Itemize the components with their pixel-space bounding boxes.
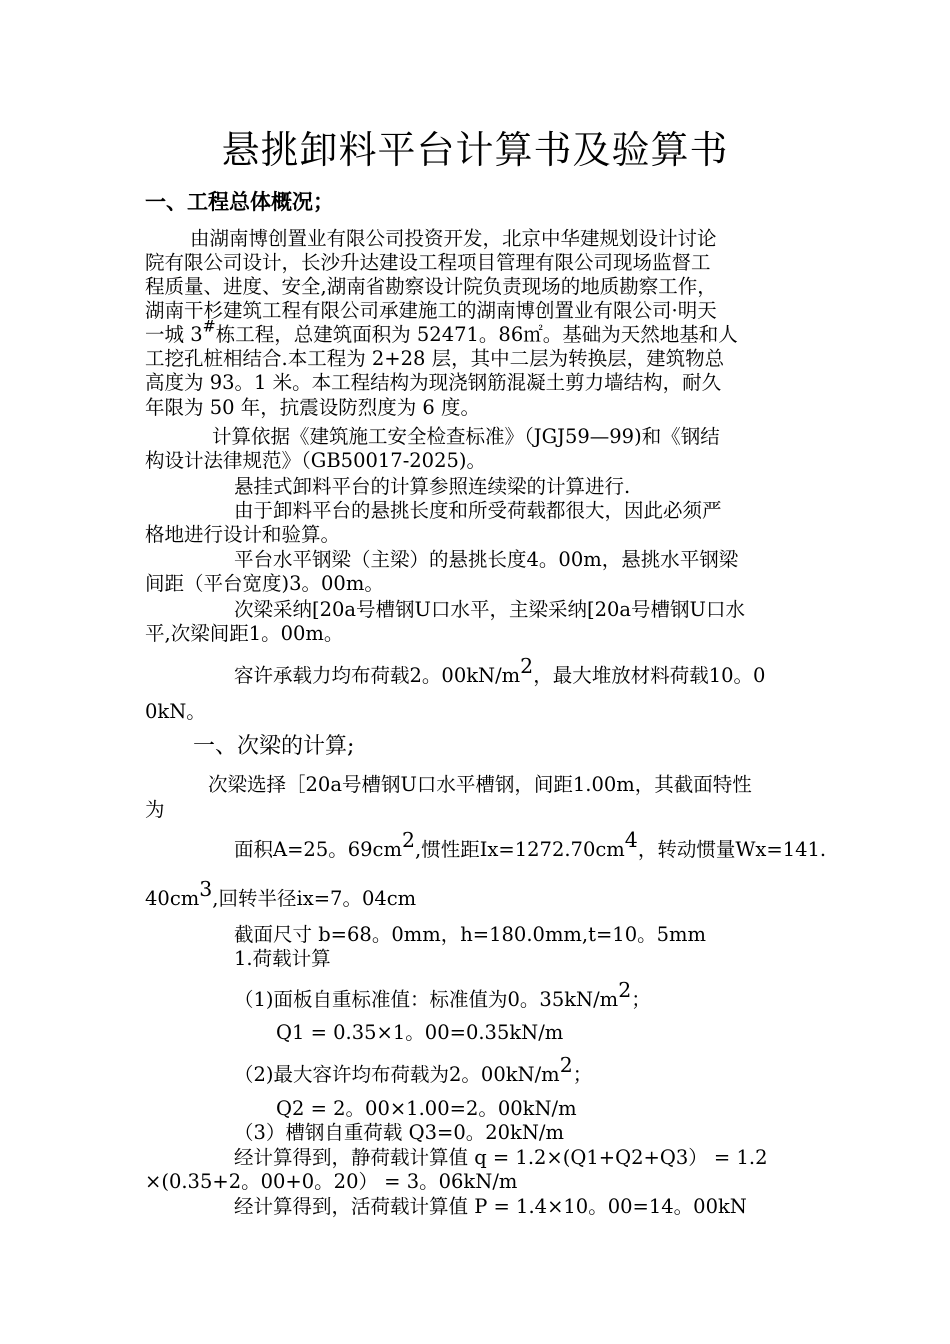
allowable-superscript: 2 xyxy=(520,653,534,678)
method-line: 悬挂式卸料平台的计算参照连续梁的计算进行. xyxy=(234,475,631,498)
load-item-2-text: （2)最大容许均布荷载为2。00kN/m xyxy=(234,1063,560,1086)
section-props-line-2 xyxy=(145,876,417,911)
allowable-text-b: ，最大堆放材料荷载10。0 xyxy=(533,664,766,687)
main-beam-line-2: 间距（平台宽度)3。00m。 xyxy=(145,572,384,595)
intro-line-6: 工挖孔桩相结合.本工程为 2+28 层，其中二层为转换层，建筑物总 xyxy=(145,347,725,370)
section-props-line-1 xyxy=(234,827,827,862)
load-item-3: （3）槽钢自重荷载 Q3=0。20kN/m xyxy=(234,1121,564,1144)
props-inertia-superscript: 4 xyxy=(624,827,638,852)
props-wx-value-text: 40cm xyxy=(145,887,200,910)
basis-line-2: 构设计法律规范》（GB50017-2025)。 xyxy=(145,449,487,472)
props-wx-text: ，转动惯量Wx=141. xyxy=(637,838,827,861)
intro-line-5 xyxy=(145,317,738,347)
intro-line-4: 湖南干杉建筑工程有限公司承建施工的湖南博创置业有限公司·明天 xyxy=(145,299,717,322)
load-item-1-superscript: 2 xyxy=(618,977,632,1002)
props-area-text: 面积A=25。69cm xyxy=(234,838,402,861)
intro-line-5-superscript: # xyxy=(202,317,216,336)
basis-line-1: 计算依据《建筑施工安全检查标准》（JGJ59—99)和《钢结 xyxy=(212,425,720,448)
intro-line-3: 程质量、进度、安全,湖南省勘察设计院负责现场的地质勘察工作， xyxy=(145,275,717,298)
q1-formula: Q1 = 0.35×1。00=0.35kN/m xyxy=(276,1021,564,1044)
section-size-line: 截面尺寸 b=68。0mm，h=180.0mm,t=10。5mm xyxy=(234,923,706,946)
reason-line-1: 由于卸料平台的悬挑长度和所受荷载都很大，因此必须严 xyxy=(234,499,722,522)
load-calc-heading: 1.荷载计算 xyxy=(234,947,331,970)
beams-line-2: 平,次梁间距1。00m。 xyxy=(145,622,344,645)
load-item-1 xyxy=(234,977,651,1012)
intro-line-1: 由湖南博创置业有限公司投资开发，北京中华建规划设计讨论 xyxy=(190,227,717,250)
document-title: 悬挑卸料平台计算书及验算书 xyxy=(221,128,729,172)
q2-formula: Q2 = 2。00×1.00=2。00kN/m xyxy=(276,1097,577,1120)
static-load-line-2: ×(0.35+2。00+0。20） = 3。06kN/m xyxy=(145,1170,518,1193)
load-item-1-punct: ； xyxy=(631,988,651,1011)
beams-line-1: 次梁采纳[20a号槽钢U口水平，主梁采纳[20a号槽钢U口水 xyxy=(234,598,745,621)
intro-line-8: 年限为 50 年，抗震设防烈度为 6 度。 xyxy=(145,396,481,419)
props-radius-text: ,回转半径ix=7。04cm xyxy=(212,887,417,910)
live-load-line: 经计算得到，活荷载计算值 P = 1.4×10。00=14。00kN xyxy=(234,1195,747,1218)
allowable-line-2: 0kN。 xyxy=(145,700,206,723)
intro-line-5-text-b: 栋工程，总建筑面积为 52471。86㎡。基础为天然地基和人 xyxy=(215,323,738,346)
reason-line-2: 格地进行设计和验算。 xyxy=(145,523,341,546)
props-wx-superscript: 3 xyxy=(199,876,213,901)
intro-line-2: 院有限公司设计，长沙升达建设工程项目管理有限公司现场监督工 xyxy=(145,251,711,274)
secondary-line-2: 为 xyxy=(145,798,165,821)
load-item-2-superscript: 2 xyxy=(559,1052,573,1077)
intro-line-7: 高度为 93。1 米。本工程结构为现浇钢筋混凝土剪力墙结构，耐久 xyxy=(145,371,722,394)
load-item-2 xyxy=(234,1052,593,1087)
intro-line-5-text-a: 一城 3 xyxy=(145,323,203,346)
secondary-line-1: 次梁选择［20a号槽钢U口水平槽钢，间距1.00m，其截面特性 xyxy=(208,773,752,796)
static-load-line-1: 经计算得到，静荷载计算值 q = 1.2×(Q1+Q2+Q3） = 1.2 xyxy=(234,1146,768,1169)
allowable-line-1 xyxy=(234,653,766,688)
main-beam-line-1: 平台水平钢梁（主梁）的悬挑长度4。00m，悬挑水平钢梁 xyxy=(234,548,739,571)
section-heading-secondary-beam: 一、次梁的计算; xyxy=(193,734,355,759)
props-inertia-text: ,惯性距Ix=1272.70cm xyxy=(415,838,625,861)
allowable-text-a: 容许承载力均布荷载2。00kN/m xyxy=(234,664,521,687)
section-heading-overview: 一、工程总体概况； xyxy=(145,190,334,214)
load-item-2-punct: ； xyxy=(572,1063,593,1086)
load-item-1-text: （1)面板自重标准值：标准值为0。35kN/m xyxy=(234,988,619,1011)
props-area-superscript: 2 xyxy=(401,827,415,852)
